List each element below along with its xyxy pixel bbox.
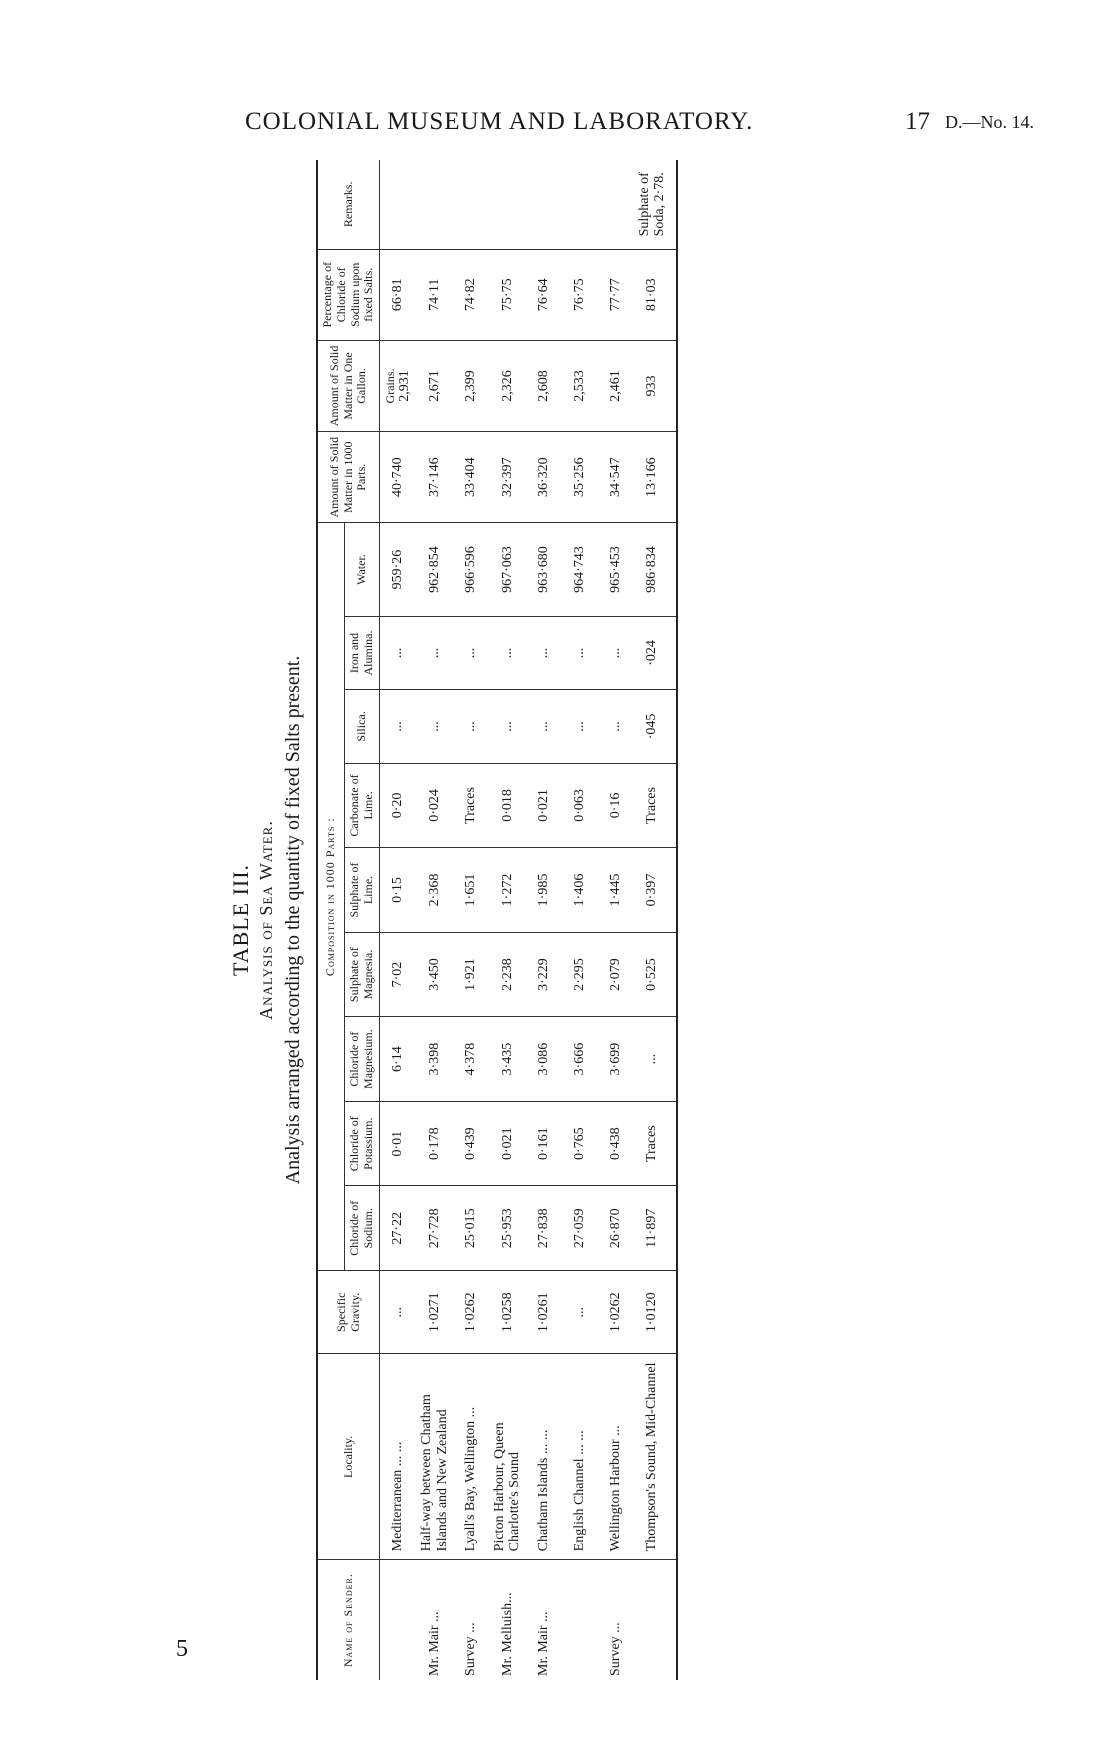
cell-carb-lime	[598, 763, 634, 848]
cell-value: 37·146	[426, 457, 442, 498]
cell-value: ...	[499, 721, 515, 732]
cell-value: 0·765	[572, 1127, 588, 1161]
cell-solid1000	[489, 432, 526, 523]
cell-sulph-magnesia	[634, 932, 677, 1017]
cell-value: 933	[644, 375, 660, 397]
cell-value: 25·015	[463, 1208, 479, 1249]
header-gravity: Specific Gravity.	[317, 1271, 380, 1354]
cell-value: ...	[536, 721, 552, 732]
cell-iron	[526, 616, 562, 689]
cell-solidgallon	[416, 340, 453, 431]
cell-magnesium	[562, 1017, 598, 1102]
cell-value: Lyall's Bay, Wellington ...	[463, 1406, 479, 1552]
cell-carb-lime	[416, 763, 453, 848]
cell-sulph-lime	[634, 848, 677, 933]
cell-value: 0·018	[499, 789, 515, 822]
page-header	[0, 108, 1114, 148]
header-sulphate-magnesia: Sulphate of Magnesia.	[345, 932, 380, 1017]
cell-value: 0·15	[390, 877, 406, 903]
cell-remarks	[634, 160, 677, 249]
cell-value: 33·404	[463, 457, 479, 498]
cell-solid1000	[562, 432, 598, 523]
cell-value: 76·75	[572, 278, 588, 312]
cell-value: 1·0262	[463, 1292, 479, 1333]
cell-value: 986·834	[644, 546, 660, 593]
cell-value: 3·699	[608, 1042, 624, 1076]
cell-percentage	[598, 249, 634, 340]
cell-value: 1·272	[499, 873, 515, 907]
cell-locality	[416, 1354, 453, 1560]
header-composition-group: Composition in 1000 Parts :	[317, 523, 345, 1271]
cell-carb-lime	[489, 763, 526, 848]
cell-gravity	[598, 1271, 634, 1354]
cell-gravity	[562, 1271, 598, 1354]
cell-carb-lime	[634, 763, 677, 848]
cell-value: ·045	[644, 713, 660, 740]
cell-carb-lime	[526, 763, 562, 848]
cell-value: ...	[463, 647, 479, 659]
table-row	[380, 160, 417, 1680]
cell-sodium	[562, 1186, 598, 1271]
cell-value: ...	[463, 721, 479, 732]
cell-value: 1·985	[536, 873, 552, 907]
cell-gravity	[453, 1271, 489, 1354]
cell-value: Survey ...	[463, 1622, 479, 1676]
cell-water	[526, 523, 562, 616]
cell-value: 26·870	[608, 1208, 624, 1249]
cell-iron	[453, 616, 489, 689]
cell-solidgallon	[380, 340, 417, 431]
cell-value: ...	[572, 647, 588, 659]
header-potassium: Chloride of Potassium.	[345, 1101, 380, 1186]
cell-value: 2,399	[463, 370, 479, 402]
cell-value: 1·921	[463, 958, 479, 991]
cell-water	[416, 523, 453, 616]
cell-sulph-magnesia	[562, 932, 598, 1017]
cell-locality	[453, 1354, 489, 1560]
cell-value: 0·16	[608, 792, 624, 819]
cell-value: 0·021	[536, 789, 552, 822]
cell-value: Wellington Harbour ...	[608, 1425, 624, 1552]
cell-value: 3·450	[426, 958, 442, 991]
cell-magnesium	[416, 1017, 453, 1102]
header-magnesium: Chloride of Magnesium.	[345, 1017, 380, 1102]
cell-remarks	[380, 160, 417, 249]
header-locality: Locality.	[317, 1354, 380, 1560]
page-number: 17	[905, 108, 930, 135]
cell-sender	[453, 1560, 489, 1680]
cell-value: Mr. Mair ...	[426, 1611, 442, 1676]
cell-sulph-lime	[489, 848, 526, 933]
cell-value: ...	[644, 1053, 660, 1065]
cell-sulph-magnesia	[489, 932, 526, 1017]
cell-potassium	[416, 1101, 453, 1186]
cell-value: Half-way between Chatham Islands and New Zealand	[419, 1394, 450, 1552]
cell-value: 75·75	[499, 278, 515, 312]
cell-sender	[489, 1560, 526, 1680]
cell-sulph-magnesia	[416, 932, 453, 1017]
cell-magnesium	[634, 1017, 677, 1102]
cell-value: 34·547	[608, 457, 624, 498]
cell-value: 66·81	[390, 278, 406, 312]
cell-sodium	[453, 1186, 489, 1271]
cell-value: 2,608	[536, 370, 552, 402]
cell-solidgallon	[634, 340, 677, 431]
cell-value: 11·897	[644, 1208, 660, 1248]
cell-value: 81·03	[644, 278, 660, 312]
cell-value: 1·445	[608, 873, 624, 907]
cell-sender	[598, 1560, 634, 1680]
cell-value: 2,461	[608, 370, 624, 402]
cell-silica	[380, 690, 417, 763]
cell-value: 966·596	[463, 546, 479, 593]
cell-value: ...	[536, 647, 552, 659]
cell-locality	[562, 1354, 598, 1560]
cell-value: 0·01	[390, 1130, 406, 1157]
cell-value: 0·063	[572, 789, 588, 822]
cell-silica	[634, 690, 677, 763]
cell-sulph-lime	[526, 848, 562, 933]
cell-percentage	[416, 249, 453, 340]
cell-potassium	[634, 1101, 677, 1186]
cell-gravity	[380, 1271, 417, 1354]
cell-potassium	[489, 1101, 526, 1186]
cell-value: Traces	[644, 787, 660, 824]
cell-value: 965·453	[608, 546, 624, 593]
cell-sodium	[598, 1186, 634, 1271]
cell-sender	[416, 1560, 453, 1680]
header-solid-gallon: Amount of Solid Matter in One Gallon.	[317, 340, 380, 431]
table-body	[380, 160, 677, 1680]
cell-value: 2·368	[426, 873, 442, 907]
cell-iron	[416, 616, 453, 689]
cell-water	[634, 523, 677, 616]
cell-value: 7·02	[390, 961, 406, 988]
cell-value: Survey ...	[608, 1622, 624, 1676]
cell-locality	[634, 1354, 677, 1560]
cell-value: ...	[608, 721, 624, 732]
cell-potassium	[453, 1101, 489, 1186]
cell-water	[380, 523, 417, 616]
cell-remarks	[416, 160, 453, 249]
cell-water	[598, 523, 634, 616]
cell-value: 2,931	[397, 370, 413, 402]
header-iron-alumina: Iron and Alumina.	[345, 616, 380, 689]
cell-value: 967·063	[499, 546, 515, 593]
cell-sulph-lime	[380, 848, 417, 933]
cell-value: 76·64	[536, 278, 552, 312]
cell-value: 3·666	[572, 1042, 588, 1076]
cell-value: ...	[390, 721, 406, 732]
cell-silica	[526, 690, 562, 763]
cell-value: 0·20	[390, 792, 406, 819]
cell-sodium	[526, 1186, 562, 1271]
cell-solid1000	[416, 432, 453, 523]
cell-value: Traces	[644, 1125, 660, 1163]
cell-solidgallon	[598, 340, 634, 431]
cell-silica	[453, 690, 489, 763]
cell-sulph-lime	[562, 848, 598, 933]
cell-value: Mr. Mair ...	[536, 1611, 552, 1676]
cell-value: 1·0271	[426, 1292, 442, 1333]
cell-iron	[562, 616, 598, 689]
cell-value: 32·397	[499, 457, 515, 498]
cell-value: 13·166	[644, 457, 660, 498]
cell-value: 0·021	[499, 1127, 515, 1161]
cell-value: 0·439	[463, 1127, 479, 1161]
table-row	[416, 160, 453, 1680]
cell-locality	[598, 1354, 634, 1560]
cell-solid1000	[453, 432, 489, 523]
cell-sodium	[489, 1186, 526, 1271]
cell-solid1000	[380, 432, 417, 523]
cell-percentage	[453, 249, 489, 340]
cell-sender	[380, 1560, 417, 1680]
cell-sulph-lime	[416, 848, 453, 933]
cell-water	[453, 523, 489, 616]
table-row	[562, 160, 598, 1680]
cell-value: ...	[390, 1307, 406, 1318]
cell-value: ...	[499, 647, 515, 659]
cell-locality	[380, 1354, 417, 1560]
footer-number: 5	[176, 1636, 188, 1662]
cell-sulph-magnesia	[453, 932, 489, 1017]
cell-value: 964·743	[572, 546, 588, 593]
cell-value: 1·0261	[536, 1292, 552, 1333]
cell-value: 3·398	[426, 1042, 442, 1076]
cell-value: 6·14	[390, 1046, 406, 1072]
cell-value: 1·406	[572, 873, 588, 907]
cell-gravity	[489, 1271, 526, 1354]
cell-value: 2·238	[499, 958, 515, 991]
cell-value: ·024	[644, 640, 660, 666]
cell-potassium	[598, 1101, 634, 1186]
header-silica: Silica.	[345, 690, 380, 763]
cell-value: 1·0120	[644, 1292, 660, 1333]
cell-solidgallon	[562, 340, 598, 431]
cell-value: 36·320	[536, 457, 552, 498]
rotated-table-region	[228, 160, 776, 1680]
cell-value: 1·0258	[499, 1292, 515, 1333]
cell-value: 40·740	[390, 457, 406, 498]
cell-iron	[634, 616, 677, 689]
cell-value: ...	[426, 647, 442, 659]
header-sulphate-lime: Sulphate of Lime.	[345, 848, 380, 933]
cell-value: 3·229	[536, 958, 552, 991]
cell-magnesium	[380, 1017, 417, 1102]
cell-value: 27·838	[536, 1208, 552, 1249]
cell-value: Mediterranean ... ...	[390, 1441, 406, 1552]
cell-solidgallon	[453, 340, 489, 431]
cell-sender	[634, 1560, 677, 1680]
cell-water	[562, 523, 598, 616]
cell-gravity	[634, 1271, 677, 1354]
cell-solid1000	[526, 432, 562, 523]
cell-value: 0·178	[426, 1127, 442, 1161]
cell-remarks	[598, 160, 634, 249]
cell-value: 35·256	[572, 457, 588, 498]
table-row	[598, 160, 634, 1680]
cell-value: 0·525	[644, 958, 660, 991]
cell-water	[489, 523, 526, 616]
cell-gravity	[526, 1271, 562, 1354]
cell-magnesium	[453, 1017, 489, 1102]
cell-value: 77·77	[608, 278, 624, 312]
cell-sulph-magnesia	[380, 932, 417, 1017]
cell-sodium	[634, 1186, 677, 1271]
cell-carb-lime	[380, 763, 417, 848]
cell-value: 3·086	[536, 1042, 552, 1076]
cell-gravity	[416, 1271, 453, 1354]
table-row	[453, 160, 489, 1680]
cell-value: ...	[608, 647, 624, 659]
cell-value: Mr. Melluish...	[499, 1592, 515, 1676]
cell-value: 2·079	[608, 958, 624, 991]
cell-value: 0·024	[426, 789, 442, 822]
sea-water-analysis-table	[316, 160, 678, 1680]
cell-value: English Channel ... ...	[572, 1430, 588, 1552]
cell-solid1000	[598, 432, 634, 523]
cell-sulph-lime	[453, 848, 489, 933]
cell-locality	[489, 1354, 526, 1560]
cell-value: 74·82	[463, 278, 479, 312]
cell-silica	[416, 690, 453, 763]
cell-value: 3·435	[499, 1042, 515, 1076]
cell-carb-lime	[453, 763, 489, 848]
cell-potassium	[562, 1101, 598, 1186]
table-description: Analysis arranged according to the quantity of fixed Salts present.	[282, 655, 304, 1185]
cell-sulph-lime	[598, 848, 634, 933]
header-sender: Name of Sender.	[317, 1560, 380, 1680]
cell-value: 0·161	[536, 1127, 552, 1161]
grains-label: Grains.	[382, 368, 397, 404]
cell-sodium	[380, 1186, 417, 1271]
cell-percentage	[562, 249, 598, 340]
cell-value: 27·22	[390, 1211, 406, 1245]
cell-iron	[489, 616, 526, 689]
cell-percentage	[489, 249, 526, 340]
cell-sender	[562, 1560, 598, 1680]
table-subtitle: Analysis of Sea Water.	[256, 820, 276, 1020]
cell-value: 2,533	[572, 370, 588, 402]
cell-value: 27·059	[572, 1208, 588, 1249]
cell-value: 1·0262	[608, 1292, 624, 1333]
table-row	[526, 160, 562, 1680]
cell-value: ...	[572, 1307, 588, 1318]
document-number: D.—No. 14.	[945, 112, 1034, 132]
header-sodium: Chloride of Sodium.	[345, 1186, 380, 1271]
table-row	[489, 160, 526, 1680]
cell-iron	[380, 616, 417, 689]
table-title: TABLE III.	[228, 863, 253, 977]
cell-value: Traces	[463, 787, 479, 824]
header-carbonate-lime: Carbonate of Lime.	[345, 763, 380, 848]
cell-solidgallon	[489, 340, 526, 431]
cell-value: 27·728	[426, 1208, 442, 1249]
cell-value: ...	[572, 721, 588, 732]
cell-value: 25·953	[499, 1208, 515, 1249]
cell-silica	[489, 690, 526, 763]
cell-silica	[562, 690, 598, 763]
cell-value: 2·295	[572, 958, 588, 991]
cell-remarks	[489, 160, 526, 249]
cell-carb-lime	[562, 763, 598, 848]
cell-percentage	[380, 249, 417, 340]
cell-magnesium	[598, 1017, 634, 1102]
cell-sodium	[416, 1186, 453, 1271]
header-water: Water.	[345, 523, 380, 616]
cell-sulph-magnesia	[526, 932, 562, 1017]
cell-solidgallon	[526, 340, 562, 431]
running-title: COLONIAL MUSEUM AND LABORATORY.	[245, 108, 754, 135]
cell-magnesium	[526, 1017, 562, 1102]
cell-value: ...	[426, 721, 442, 732]
cell-value: 4·378	[463, 1042, 479, 1076]
cell-value: Sulphate of Soda, 2·78.	[636, 172, 668, 237]
cell-remarks	[453, 160, 489, 249]
cell-sulph-magnesia	[598, 932, 634, 1017]
header-solid-1000: Amount of Solid Matter in 1000 Parts.	[317, 432, 380, 523]
cell-value: Thompson's Sound, Mid-Channel	[644, 1362, 660, 1552]
cell-value: Chatham Islands ... ...	[536, 1429, 552, 1552]
table-row	[634, 160, 677, 1680]
cell-value: 959·26	[390, 549, 406, 590]
cell-value: Picton Harbour, Queen Charlotte's Sound	[491, 1422, 523, 1552]
header-remarks: Remarks.	[317, 160, 380, 249]
cell-silica	[598, 690, 634, 763]
cell-solid1000	[634, 432, 677, 523]
cell-magnesium	[489, 1017, 526, 1102]
cell-value: ...	[390, 647, 406, 659]
cell-iron	[598, 616, 634, 689]
cell-remarks	[562, 160, 598, 249]
cell-value: 963·680	[536, 546, 552, 593]
cell-value: 2,326	[499, 370, 515, 402]
cell-value: 1·651	[463, 873, 479, 907]
cell-percentage	[634, 249, 677, 340]
cell-potassium	[526, 1101, 562, 1186]
cell-locality	[526, 1354, 562, 1560]
cell-value: 74·11	[426, 278, 442, 311]
header-percentage: Percentage of Chloride of Sodium upon fixed Salts.	[317, 249, 380, 340]
cell-value: 0·438	[608, 1127, 624, 1161]
cell-sender	[526, 1560, 562, 1680]
cell-percentage	[526, 249, 562, 340]
cell-value: 962·854	[426, 546, 442, 593]
cell-value: 0·397	[644, 873, 660, 907]
cell-potassium	[380, 1101, 417, 1186]
cell-value: 2,671	[426, 370, 442, 402]
cell-remarks	[526, 160, 562, 249]
